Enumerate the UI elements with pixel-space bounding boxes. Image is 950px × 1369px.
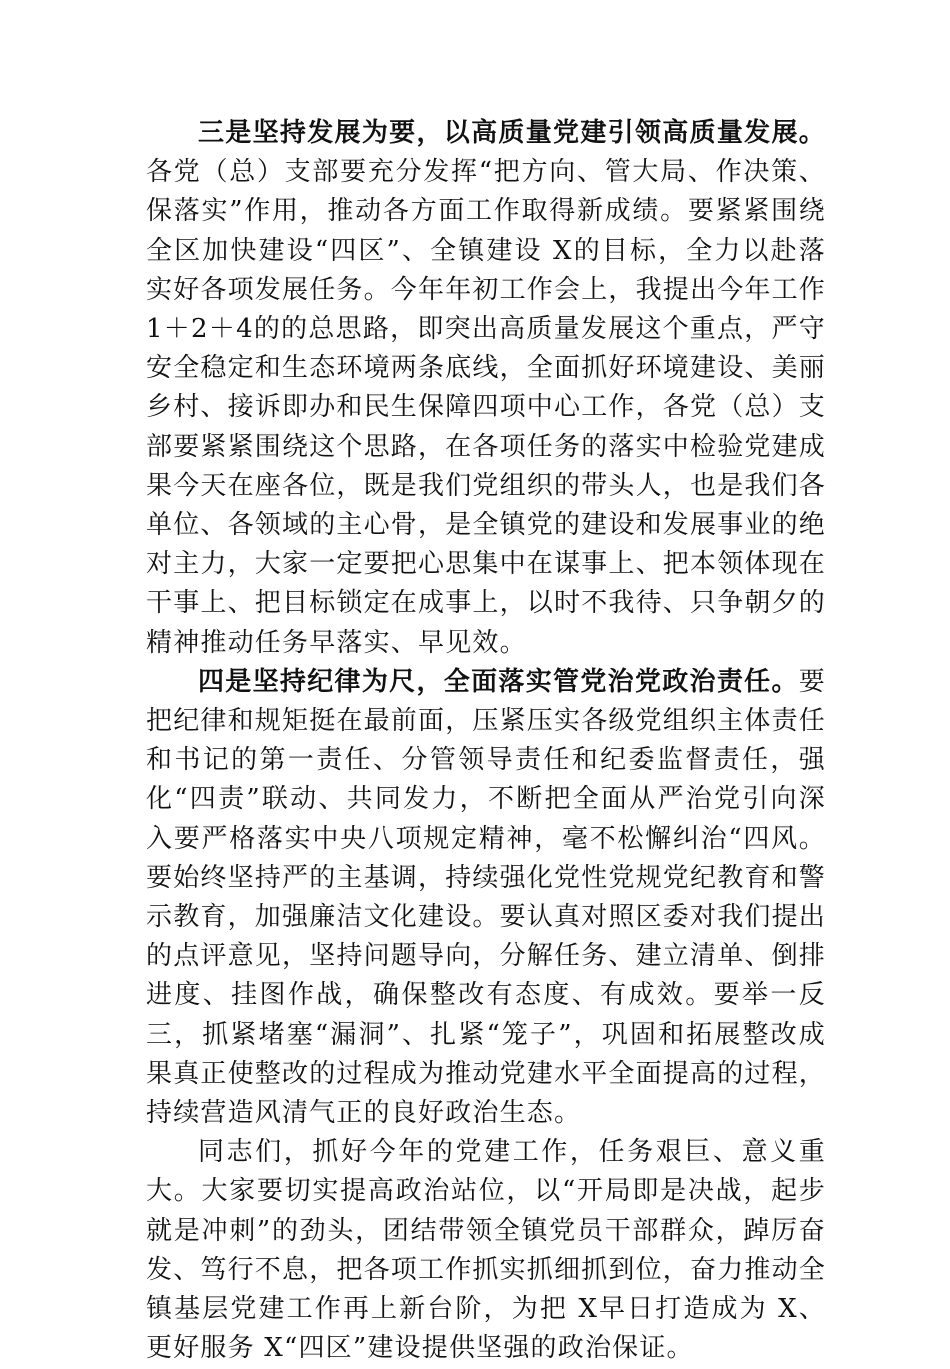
paragraph-discipline	[146, 663, 826, 1133]
paragraph-heading: 四是坚持纪律为尺，全面落实管党治党政治责任。	[198, 666, 799, 697]
document-body	[146, 114, 826, 1369]
paragraph-text: 同志们，抓好今年的党建工作，任务艰巨、意义重大。大家要切实提高政治站位，以“开局即是决战，起步就是冲刺”的劲头，团结带领全镇党员干部群众，踔厉奋发、笃行不息，把各项工作抓实抓细抓到位，奋力推动全镇基层党建工作再上新台阶，为把 X早日打造成为 X、更好服务 X“四区”建设提供坚强的政治保证。	[146, 1137, 827, 1364]
paragraph-closing	[146, 1133, 826, 1368]
paragraph-heading: 三是坚持发展为要，以高质量党建引领高质量发展。	[198, 118, 826, 148]
paragraph-development	[146, 114, 826, 663]
paragraph-text: 各党（总）支部要充分发挥“把方向、管大局、作决策、保落实”作用，推动各方面工作取得新成绩。要紧紧围绕全区加快建设“四区”、全镇建设 X的目标，全力以赴落实好各项发展任务。今年年初工作会上，我提出今年工作1＋2＋4的的总思路，即突出高质量发展这个重点，严守安全稳定和生态环境两条底线，全面抓好环境建设、美丽乡村、接诉即办和民生保障四项中心工作，各党（总）支部要紧紧围绕这个思路，在各项任务的落实中检验党建成果今天在座各位，既是我们党组织的带头人，也是我们各单位、各领域的主心骨，是全镇党的建设和发展事业的绝对主力，大家一定要把心思集中在谋事上、把本领体现在干事上、把目标锁定在成事上，以时不我待、只争朝夕的精神推动任务早落实、早见效。	[146, 157, 827, 658]
paragraph-text: 要把纪律和规矩挺在最前面，压紧压实各级党组织主体责任和书记的第一责任、分管领导责任和纪委监督责任，强化“四责”联动、共同发力，不断把全面从严治党引向深入要严格落实中央八项规定精神，毫不松懈纠治“四风。要始终坚持严的主基调，持续强化党性党规党纪教育和警示教育，加强廉洁文化建设。要认真对照区委对我们提出的点评意见，坚持问题导向，分解任务、建立清单、倒排进度、挂图作战，确保整改有态度、有成效。要举一反三，抓紧堵塞“漏洞”、扎紧“笼子”，巩固和拓展整改成果真正使整改的过程成为推动党建水平全面提高的过程，持续营造风清气正的良好政治生态。	[146, 666, 827, 1129]
